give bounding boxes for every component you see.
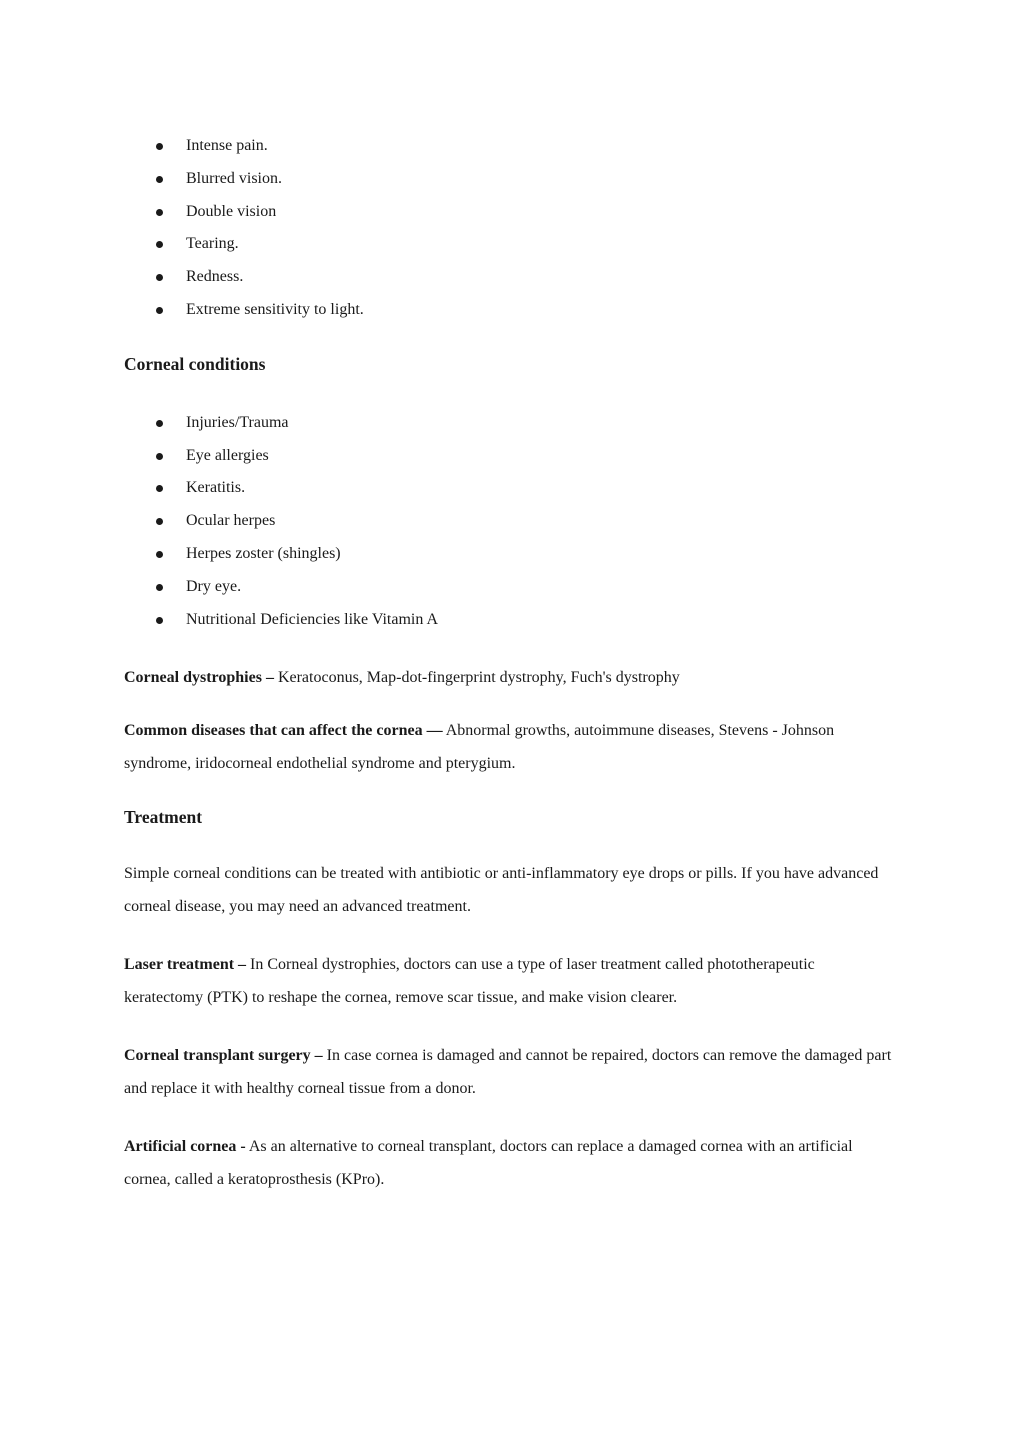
bullet-icon: [156, 617, 163, 624]
transplant-text: In case cornea is damaged and cannot be repaired, doctors can remove the damaged part and replace it with healthy corneal tissue from a donor.: [124, 1047, 892, 1098]
list-item: [124, 196, 894, 229]
artificial-paragraph: [124, 1130, 894, 1196]
list-item: [124, 440, 894, 473]
bullet-icon: [156, 176, 163, 183]
list-item-text: Tearing.: [186, 235, 239, 253]
laser-text: In Corneal dystrophies, doctors can use a type of laser treatment called phototherapeutic keratectomy (PTK) to reshape the cornea, remove scar tissue, and make vision clearer.: [124, 956, 815, 1007]
laser-paragraph: [124, 948, 894, 1014]
artificial-text: As an alternative to corneal transplant, doctors can replace a damaged cornea with an artificial cornea, called a keratoprosthesis (KPro).: [124, 1138, 853, 1189]
list-item: [124, 130, 894, 163]
list-item-text: Keratitis.: [186, 479, 246, 497]
list-item: [124, 538, 894, 571]
bullet-icon: [156, 584, 163, 591]
conditions-list: [124, 407, 894, 637]
document-page: [124, 130, 894, 1196]
list-item-text: Herpes zoster (shingles): [186, 544, 341, 562]
bullet-icon: [156, 485, 163, 492]
bullet-icon: [156, 453, 163, 460]
conditions-heading: Corneal conditions: [124, 353, 266, 374]
common-diseases-label: Common diseases that can affect the cornea —: [124, 722, 443, 740]
list-item: [124, 261, 894, 294]
list-item-text: Ocular herpes: [186, 512, 276, 530]
common-diseases-text: Abnormal growths, autoimmune diseases, Stevens - Johnson syndrome, iridocorneal endothelial syndrome and pterygium.: [124, 722, 835, 773]
transplant-label: Corneal transplant surgery –: [124, 1047, 323, 1065]
list-item-text: Intense pain.: [186, 137, 268, 154]
dystrophies-text: Keratoconus, Map-dot-fingerprint dystrophy, Fuch's dystrophy: [273, 669, 680, 687]
bullet-icon: [156, 209, 163, 216]
list-item: [124, 472, 894, 505]
bullet-icon: [156, 143, 163, 150]
bullet-icon: [156, 420, 163, 427]
artificial-label: Artificial cornea -: [124, 1138, 246, 1156]
bullet-icon: [156, 307, 163, 314]
symptoms-list: [124, 130, 894, 327]
list-item-text: Eye allergies: [186, 446, 269, 464]
list-item: [124, 571, 894, 604]
list-item-text: Nutritional Deficiencies like Vitamin A: [186, 610, 439, 628]
bullet-icon: [156, 518, 163, 525]
dystrophies-label: Corneal dystrophies –: [124, 669, 274, 687]
list-item-text: Double vision: [186, 202, 277, 220]
list-item: [124, 163, 894, 196]
list-item: [124, 604, 894, 637]
treatment-intro: Simple corneal conditions can be treated with antibiotic or anti-inflammatory eye drops or pills. If you have advanced corneal disease, you may need an advanced treatment.: [124, 865, 879, 916]
list-item: [124, 505, 894, 538]
list-item: [124, 294, 894, 327]
laser-label: Laser treatment –: [124, 956, 247, 974]
common-diseases-paragraph: [124, 714, 894, 780]
list-item: [124, 228, 894, 261]
dystrophies-paragraph: [124, 661, 894, 694]
list-item-text: Injuries/Trauma: [186, 413, 289, 431]
list-item-text: Redness.: [186, 268, 244, 286]
list-item-text: Extreme sensitivity to light.: [186, 300, 364, 318]
list-item-text: Blurred vision.: [186, 169, 282, 187]
treatment-heading: Treatment: [124, 807, 203, 828]
list-item-text: Dry eye.: [186, 577, 242, 595]
bullet-icon: [156, 551, 163, 558]
bullet-icon: [156, 274, 163, 281]
bullet-icon: [156, 241, 163, 248]
transplant-paragraph: [124, 1039, 894, 1105]
list-item: [124, 407, 894, 440]
